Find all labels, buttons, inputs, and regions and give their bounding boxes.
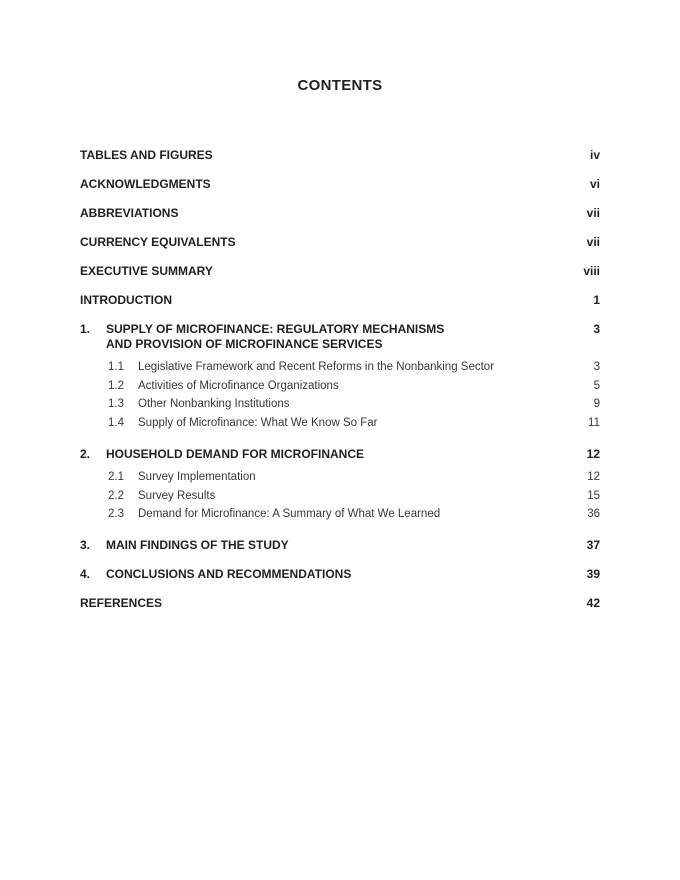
toc-section-label: Survey Results (138, 489, 216, 502)
toc-chapter-1 (80, 322, 600, 433)
toc-section-page: 12 (587, 470, 600, 483)
toc-chapter-page: 37 (586, 537, 600, 552)
toc-entry-page: vi (589, 177, 600, 191)
toc-chapter-label-line-1: SUPPLY OF MICROFINANCE: REGULATORY MECHANISMS (106, 322, 445, 336)
toc-section-page: 5 (593, 379, 600, 392)
toc-entry-acknowledgments[interactable] (80, 177, 600, 192)
toc-chapter-number: 3. (80, 537, 91, 552)
toc-chapter-2 (80, 447, 600, 524)
toc-section-number: 1.3 (108, 398, 124, 411)
toc-section-1-2[interactable] (80, 377, 600, 396)
toc-entry-references[interactable] (80, 596, 600, 611)
toc-section-page: 9 (593, 398, 600, 411)
table-of-contents (80, 148, 600, 625)
toc-entry-label: ABBREVIATIONS (80, 206, 179, 220)
toc-section-1-3[interactable] (80, 395, 600, 414)
toc-chapter-heading[interactable] (80, 447, 600, 462)
toc-chapter-3[interactable] (80, 538, 600, 553)
toc-section-1-1[interactable] (80, 358, 600, 377)
toc-entry-abbreviations[interactable] (80, 206, 600, 221)
toc-entry-label: REFERENCES (80, 595, 163, 610)
toc-entry-page: 42 (586, 595, 600, 610)
page-title: CONTENTS (297, 77, 383, 94)
toc-section-number: 2.3 (108, 508, 124, 521)
toc-section-2-3[interactable] (80, 505, 600, 524)
toc-entry-label: ACKNOWLEDGMENTS (80, 177, 211, 191)
toc-chapter-number: 4. (80, 566, 91, 581)
toc-chapter-number: 2. (80, 446, 91, 461)
toc-section-page: 11 (588, 417, 600, 430)
toc-chapter-heading[interactable] (80, 322, 600, 352)
toc-chapter-label: HOUSEHOLD DEMAND FOR MICROFINANCE (106, 446, 364, 461)
toc-section-number: 2.1 (108, 470, 124, 483)
toc-chapter-label-line-2: AND PROVISION OF MICROFINANCE SERVICES (106, 337, 383, 351)
toc-section-2-1[interactable] (80, 468, 600, 487)
toc-entry-page: vii (586, 206, 600, 220)
toc-section-page: 36 (587, 508, 600, 521)
toc-chapter-page: 3 (593, 322, 600, 336)
toc-chapter-label: CONCLUSIONS AND RECOMMENDATIONS (106, 566, 352, 581)
toc-section-label: Other Nonbanking Institutions (138, 398, 290, 411)
toc-chapter-label: MAIN FINDINGS OF THE STUDY (106, 537, 289, 552)
toc-entry-currency-equivalents[interactable] (80, 235, 600, 250)
toc-section-number: 1.2 (108, 379, 124, 392)
toc-entry-label: CURRENCY EQUIVALENTS (80, 235, 236, 249)
toc-entry-label: TABLES AND FIGURES (80, 148, 213, 162)
toc-section-2-2[interactable] (80, 487, 600, 506)
toc-section-label: Demand for Microfinance: A Summary of What We Learned (138, 508, 441, 521)
toc-entry-executive-summary[interactable] (80, 264, 600, 279)
toc-section-number: 1.1 (108, 361, 124, 373)
toc-entry-page: vii (586, 235, 600, 249)
toc-entry-label: EXECUTIVE SUMMARY (80, 264, 213, 278)
toc-section-number: 1.4 (108, 417, 124, 430)
toc-section-number: 2.2 (108, 489, 124, 502)
toc-section-page: 15 (587, 489, 600, 502)
toc-entry-page: viii (583, 264, 600, 278)
toc-entry-introduction[interactable] (80, 293, 600, 308)
toc-chapter-page: 12 (586, 446, 600, 461)
toc-chapter-4[interactable] (80, 567, 600, 582)
toc-chapter-label (106, 322, 580, 352)
toc-section-label: Legislative Framework and Recent Reforms in the Nonbanking Sector (138, 361, 495, 373)
toc-section-1-4[interactable] (80, 414, 600, 433)
toc-entry-tables-and-figures[interactable] (80, 148, 600, 163)
toc-section-page: 3 (593, 361, 600, 373)
toc-chapter-number: 1. (80, 322, 91, 336)
toc-section-label: Supply of Microfinance: What We Know So Far (138, 417, 378, 430)
toc-chapter-page: 39 (586, 566, 600, 581)
toc-section-label: Survey Implementation (138, 470, 256, 483)
toc-entry-page: iv (589, 148, 600, 162)
toc-section-label: Activities of Microfinance Organizations (138, 379, 339, 392)
toc-entry-page: 1 (593, 293, 600, 307)
toc-entry-label: INTRODUCTION (80, 293, 172, 307)
